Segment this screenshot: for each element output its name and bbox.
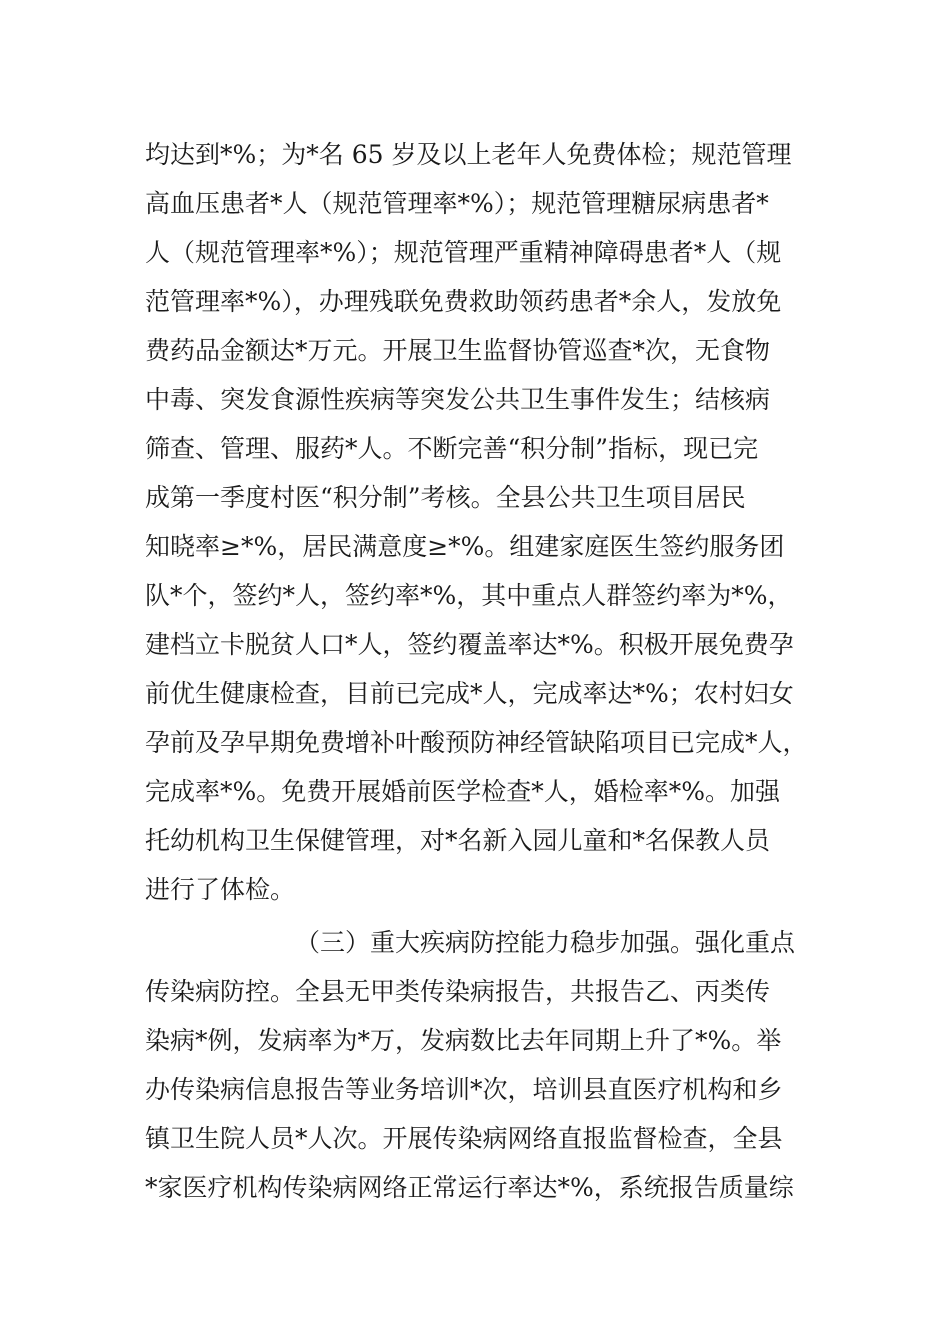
text-line: 知晓率≥*%，居民满意度≥*%。组建家庭医生签约服务团: [145, 532, 785, 561]
text-line: 传染病防控。全县无甲类传染病报告，共报告乙、丙类传: [145, 977, 771, 1006]
text-line: *家医疗机构传染病网络正常运行率达*%，系统报告质量综: [145, 1173, 794, 1202]
text-line: 筛查、管理、服药*人。不断完善“积分制”指标，现已完: [145, 434, 759, 463]
text-line: 前优生健康检查，目前已完成*人，完成率达*%；农村妇女: [145, 679, 794, 708]
text-line: 费药品金额达*万元。开展卫生监督协管巡查*次，无食物: [145, 336, 771, 365]
text-line: 托幼机构卫生保健管理，对*名新入园儿童和*名保教人员: [145, 826, 771, 855]
text-line: 队*个，签约*人，签约率*%，其中重点人群签约率为*%，: [145, 581, 793, 610]
text-line: 高血压患者*人（规范管理率*%）；规范管理糖尿病患者*: [145, 189, 769, 218]
text-line: 染病*例，发病率为*万，发病数比去年同期上升了*%。举: [145, 1026, 782, 1055]
text-line: 范管理率*%），办理残联免费救助领药患者*余人，发放免: [145, 287, 782, 316]
text-line: 均达到*%；为*名 65 岁及以上老年人免费体检；规范管理: [145, 140, 792, 169]
text-line: 进行了体检。: [145, 875, 296, 904]
body-text: [145, 130, 815, 1212]
text-line: 孕前及孕早期免费增补叶酸预防神经管缺陷项目已完成*人，: [145, 728, 808, 757]
text-line: 完成率*%。免费开展婚前医学检查*人，婚检率*%。加强: [145, 777, 781, 806]
section-heading-line: （三）重大疾病防控能力稳步加强。强化重点: [295, 928, 796, 957]
text-line: 成第一季度村医“积分制”考核。全县公共卫生项目居民: [145, 483, 746, 512]
text-line: 中毒、突发食源性疾病等突发公共卫生事件发生；结核病: [145, 385, 771, 414]
text-line: 建档立卡脱贫人口*人，签约覆盖率达*%。积极开展免费孕: [145, 630, 794, 659]
text-line: 镇卫生院人员*人次。开展传染病网络直报监督检查，全县: [145, 1124, 783, 1153]
text-line: 办传染病信息报告等业务培训*次，培训县直医疗机构和乡: [145, 1075, 783, 1104]
text-line: 人（规范管理率*%）；规范管理严重精神障碍患者*人（规: [145, 238, 782, 267]
